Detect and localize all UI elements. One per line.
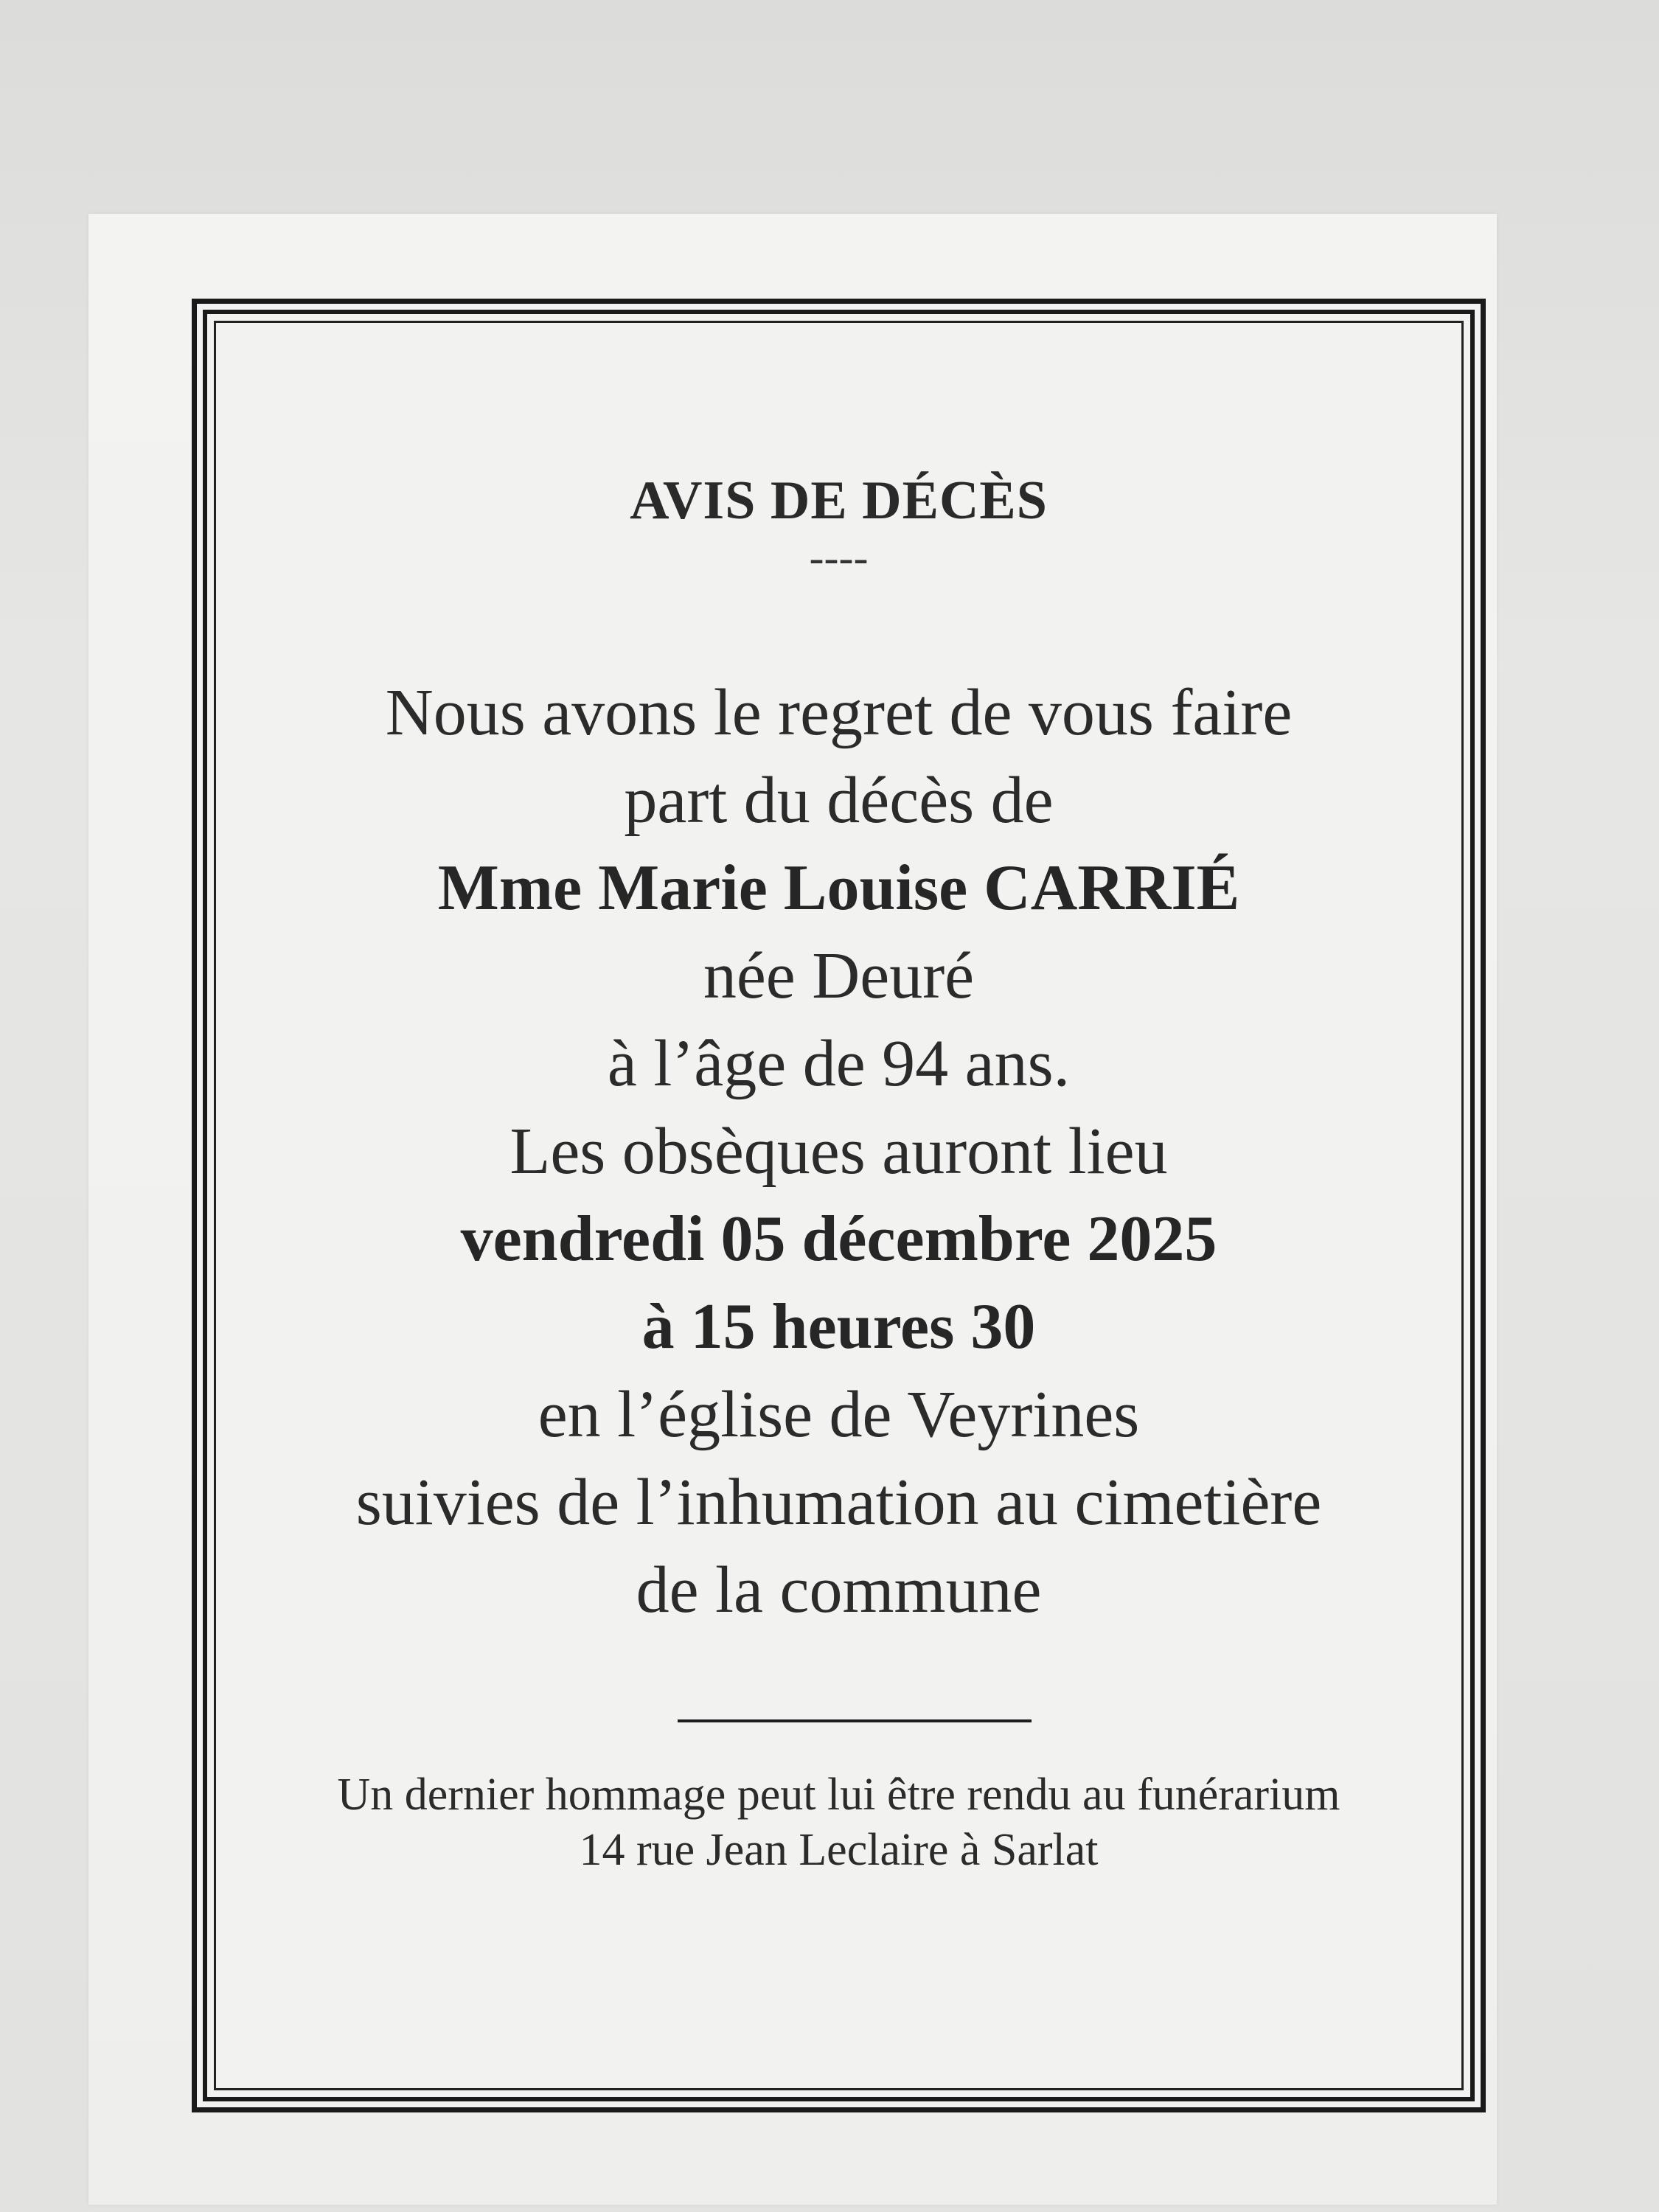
notice-frame (192, 299, 1486, 2112)
deceased-name: Mme Marie Louise CARRIÉ (437, 852, 1240, 924)
funeral-date: vendredi 05 décembre 2025 (460, 1203, 1217, 1275)
footer-line: Un dernier hommage peut lui être rendu au funérarium (337, 1770, 1340, 1820)
notice-line: part du décès de (624, 764, 1054, 837)
funeral-time: à 15 heures 30 (641, 1291, 1036, 1363)
notice-line: de la commune (636, 1554, 1042, 1627)
maiden-name: née Deuré (703, 939, 975, 1012)
footer-address: 14 rue Jean Leclaire à Sarlat (579, 1825, 1099, 1875)
notice-line: Les obsèques auront lieu (509, 1115, 1168, 1188)
notice-footer (197, 1767, 1481, 1878)
notice-title: AVIS DE DÉCÈS (630, 470, 1048, 531)
divider-rule (678, 1719, 1032, 1722)
title-separator: ---- (809, 533, 869, 582)
age-line: à l’âge de 94 ans. (607, 1027, 1071, 1100)
notice-body (197, 669, 1481, 1634)
notice-content (197, 304, 1481, 2107)
funeral-place: en l’église de Veyrines (538, 1378, 1140, 1451)
notice-line: suivies de l’inhumation au cimetière (355, 1466, 1322, 1539)
notice-line: Nous avons le regret de vous faire (385, 676, 1293, 749)
